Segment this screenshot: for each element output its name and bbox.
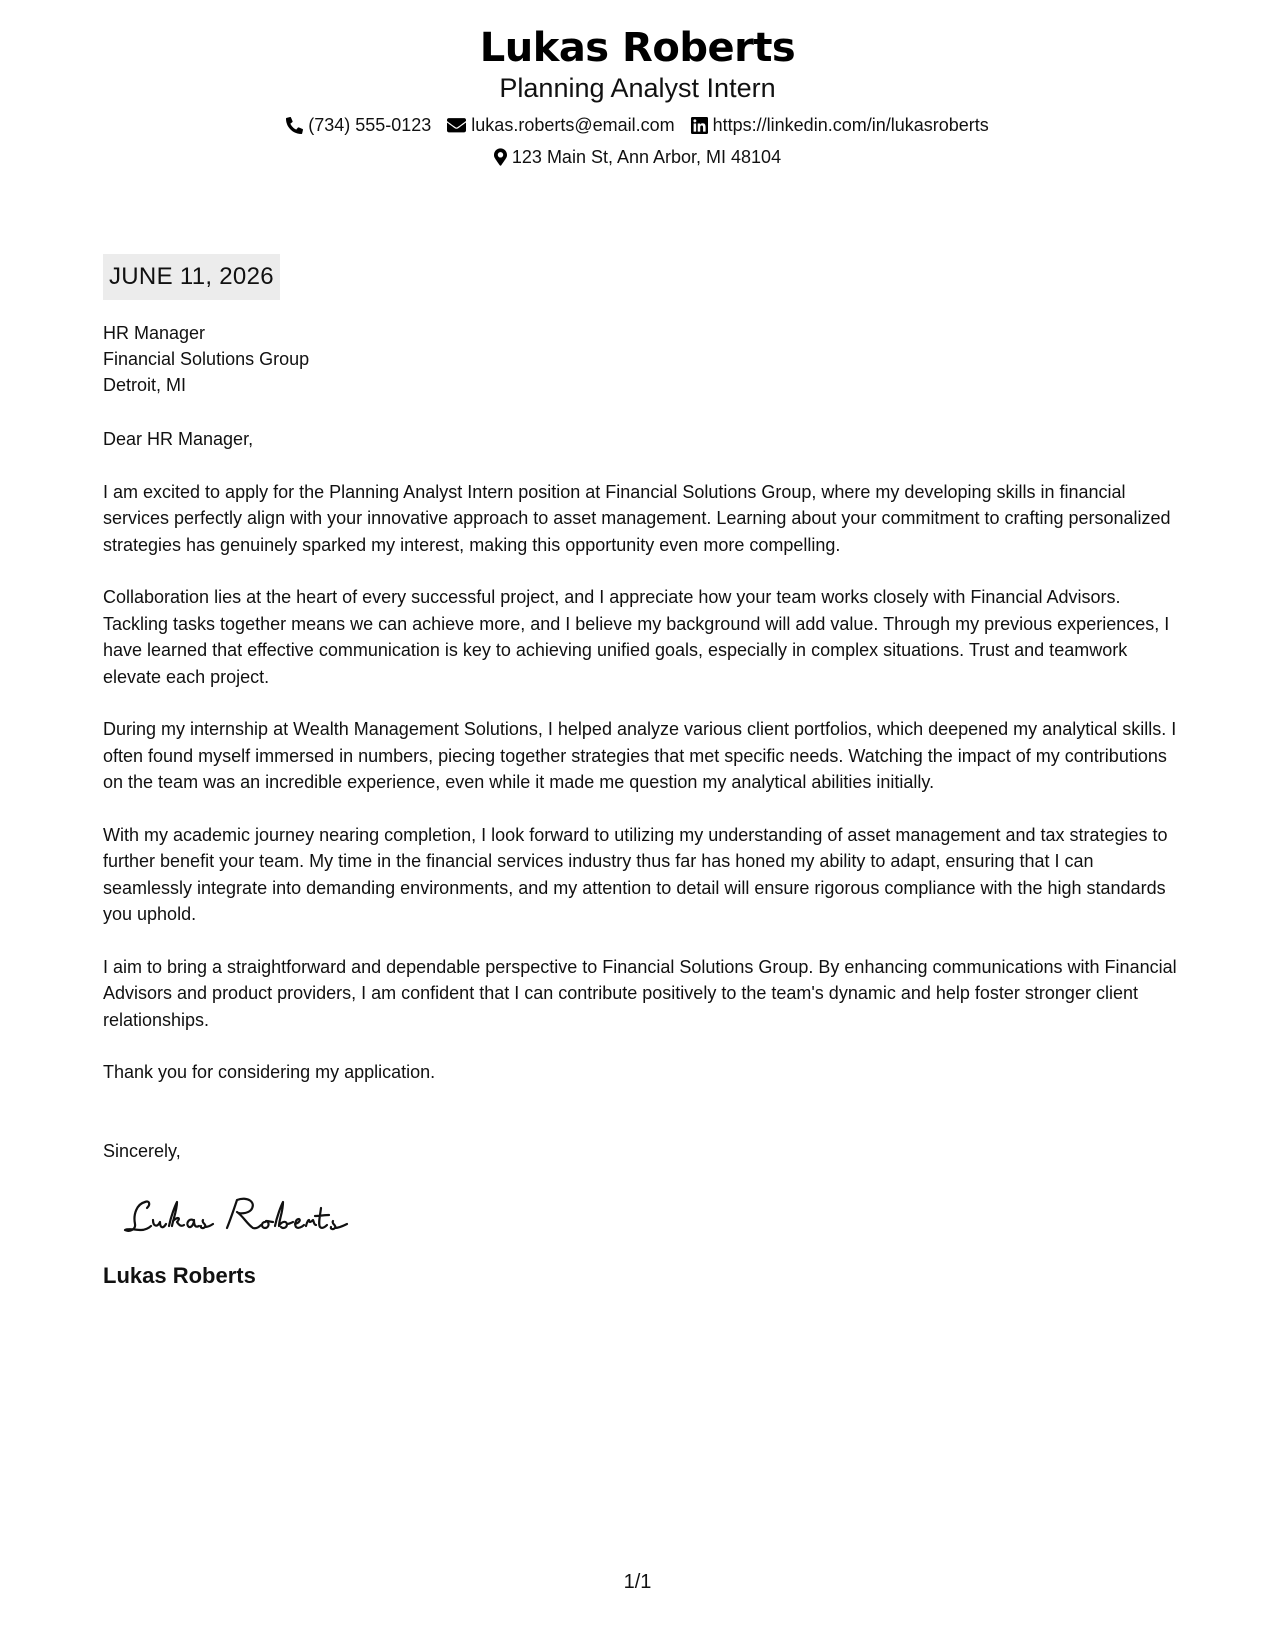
signed-name: Lukas Roberts <box>103 1263 256 1288</box>
body-paragraph: I am excited to apply for the Planning Analyst Intern position at Financial Solutions Group, where my developing skills in financial services perfectly align with your innovative approach to asset management. Learning about your commitment to crafting personalized strategies has genuinely sparked my interest, making this opportunity even more compelling. <box>103 481 1171 555</box>
letter-body <box>103 254 1178 1290</box>
applicant-name: Lukas Roberts <box>479 25 796 71</box>
linkedin-icon <box>691 117 708 134</box>
body-paragraph: I aim to bring a straightforward and dependable perspective to Financial Solutions Group. By enhancing communications with Financial Advisors and product providers, I am confident that I can contribute positively to the team's dynamic and help foster stronger client relationships. <box>103 956 1177 1030</box>
contact-row <box>0 114 1275 136</box>
applicant-title: Planning Analyst Intern <box>499 73 776 103</box>
linkedin-url[interactable]: https://linkedin.com/in/lukasroberts <box>712 115 989 135</box>
page-number: 1/1 <box>623 1571 652 1593</box>
address-contact <box>494 146 781 168</box>
address-row <box>0 146 1275 168</box>
phone-number: (734) 555-0123 <box>308 115 432 135</box>
salutation: Dear HR Manager, <box>103 429 254 449</box>
linkedin-contact[interactable] <box>691 114 989 136</box>
email-address[interactable]: lukas.roberts@email.com <box>471 115 675 135</box>
recipient-title: HR Manager <box>103 323 206 343</box>
envelope-icon <box>447 118 466 133</box>
thanks-line: Thank you for considering my application. <box>103 1062 436 1082</box>
closing-line: Sincerely, <box>103 1140 181 1161</box>
street-address: 123 Main St, Ann Arbor, MI 48104 <box>511 147 782 167</box>
recipient-location: Detroit, MI <box>103 375 187 395</box>
handwritten-signature <box>123 1192 1178 1240</box>
letter-header <box>0 24 1275 168</box>
letter-date: JUNE 11, 2026 <box>103 254 280 300</box>
body-paragraph: During my internship at Wealth Management Solutions, I helped analyze various client portfolios, which deepened my analytical skills. I often found myself immersed in numbers, piecing together strategies that met specific needs. Watching the impact of my contributions on the team was an incredible experience, even while it made me question my analytical abilities initially. <box>103 719 1177 792</box>
phone-contact <box>286 114 431 136</box>
map-pin-icon <box>494 148 507 166</box>
recipient-company: Financial Solutions Group <box>103 349 310 369</box>
phone-icon <box>286 117 303 134</box>
body-paragraph: With my academic journey nearing completion, I look forward to utilizing my understanding of asset management and tax strategies to further benefit your team. My time in the financial services industry thus far has honed my ability to adapt, ensuring that I can seamlessly integrate into demanding environments, and my attention to detail will ensure rigorous compliance with the high standards you uphold. <box>103 824 1168 924</box>
email-contact[interactable] <box>447 114 674 136</box>
recipient-block <box>103 320 1178 398</box>
body-paragraph: Collaboration lies at the heart of every successful project, and I appreciate how your team works closely with Financial Advisors. Tackling tasks together means we can achieve more, and I believe my background will add value. Through my previous experiences, I have learned that effective communication is key to achieving unified goals, especially in complex situations. Trust and teamwork elevate each project. <box>103 587 1170 687</box>
signature-image <box>123 1192 353 1240</box>
